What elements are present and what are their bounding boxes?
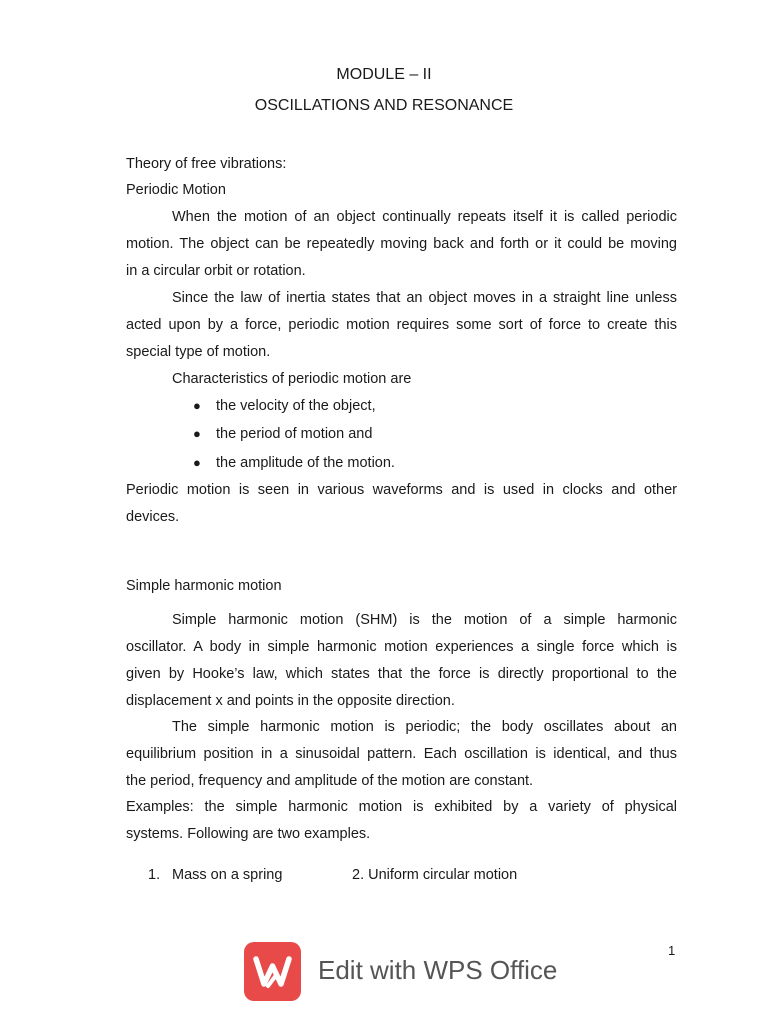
list-item: the velocity of the object,: [216, 398, 376, 414]
wps-logo-icon[interactable]: [244, 942, 301, 1001]
paragraph-line: systems. Following are two examples.: [126, 826, 371, 842]
section-heading-free-vibrations: Theory of free vibrations:: [126, 156, 287, 172]
page-number: 1: [668, 943, 676, 958]
list-item: Mass on a spring: [172, 867, 283, 883]
section-heading-periodic-motion: Periodic Motion: [126, 182, 226, 198]
list-item: the amplitude of the motion.: [216, 455, 395, 471]
paragraph-line: Simple harmonic motion (SHM) is the motion of a simple harmonic: [172, 612, 677, 628]
paragraph-line: displacement x and points in the opposite direction.: [126, 693, 455, 709]
paragraph-line: acted upon by a force, periodic motion requires some sort of force to create this: [126, 317, 677, 333]
edit-with-wps-link[interactable]: Edit with WPS Office: [318, 955, 558, 985]
list-item: 2. Uniform circular motion: [352, 867, 518, 883]
paragraph-line: Characteristics of periodic motion are: [172, 371, 412, 387]
paragraph-line: The simple harmonic motion is periodic; the body oscillates about an: [172, 719, 677, 735]
list-number: 1.: [148, 867, 161, 883]
paragraph-line: equilibrium position in a sinusoidal pattern. Each oscillation is identical, and thus: [126, 746, 677, 762]
list-item: the period of motion and: [216, 426, 373, 442]
paragraph-line: devices.: [126, 509, 180, 525]
paragraph-line: motion. The object can be repeatedly moving back and forth or it could be moving: [126, 236, 677, 252]
paragraph-line: the period, frequency and amplitude of the motion are constant.: [126, 773, 534, 789]
paragraph-line: Since the law of inertia states that an object moves in a straight line unless: [172, 290, 677, 306]
paragraph-line: When the motion of an object continually repeats itself it is called periodic: [172, 209, 677, 225]
section-heading-shm: Simple harmonic motion: [126, 578, 282, 594]
paragraph-line: special type of motion.: [126, 344, 271, 360]
bullet-dot-icon: ●: [193, 426, 201, 441]
page-title: OSCILLATIONS AND RESONANCE: [254, 97, 514, 114]
paragraph-line: given by Hooke’s law, which states that the force is directly proportional to the: [126, 666, 677, 682]
paragraph-line: oscillator. A body in simple harmonic motion experiences a single force which is: [126, 639, 677, 655]
paragraph-line: Examples: the simple harmonic motion is exhibited by a variety of physical: [126, 799, 677, 815]
paragraph-line: Periodic motion is seen in various waveforms and is used in clocks and other: [126, 482, 677, 498]
bullet-dot-icon: ●: [193, 455, 201, 470]
paragraph-line: in a circular orbit or rotation.: [126, 263, 306, 279]
module-label: MODULE – II: [336, 66, 432, 83]
bullet-dot-icon: ●: [193, 398, 201, 413]
